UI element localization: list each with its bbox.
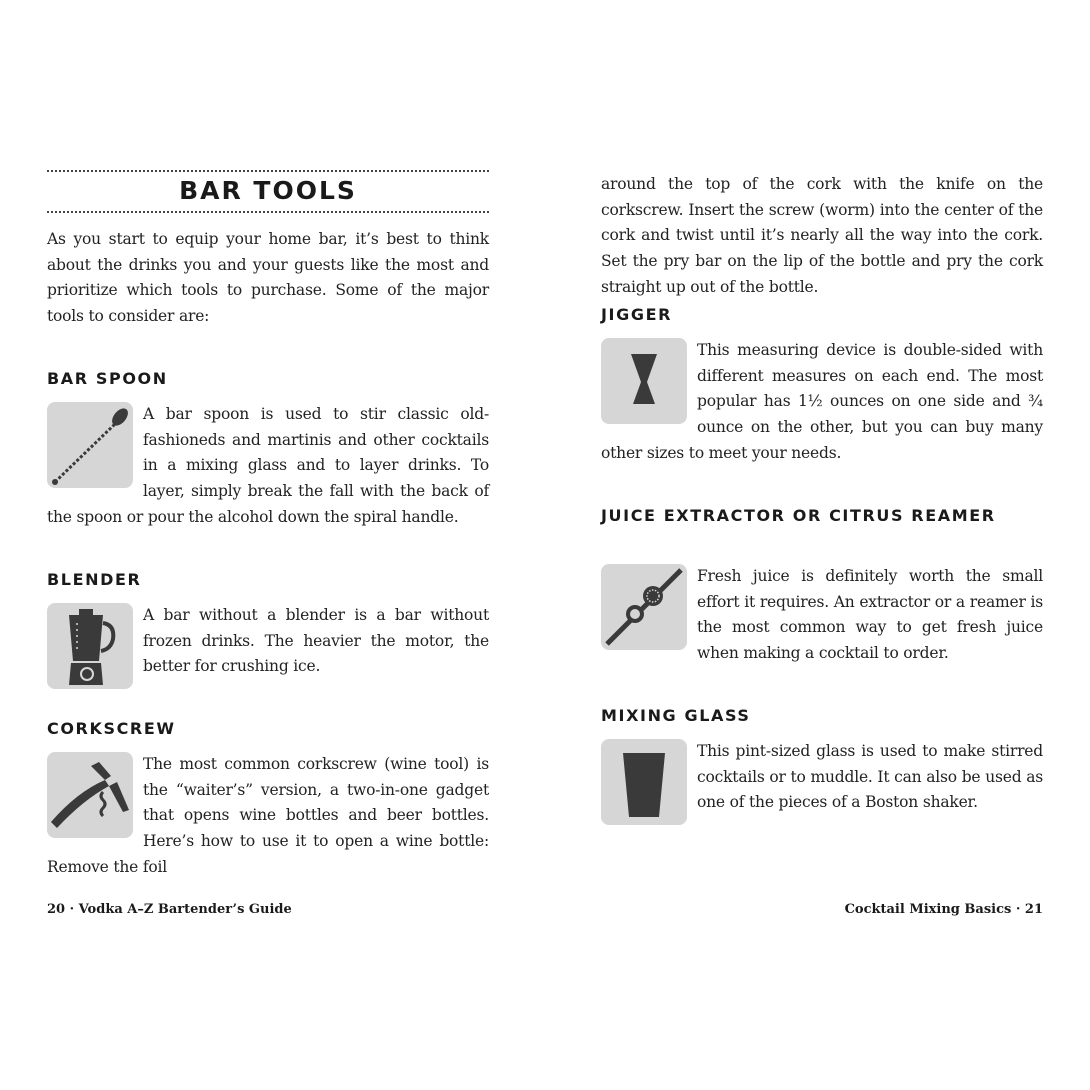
page-title: BAR TOOLS [179,176,357,205]
blender-text: A bar without a blender is a bar without frozen drinks. The heavier the motor, the better for crushing ice. [143,606,489,676]
corkscrew-icon [47,752,133,838]
right-page-footer: Cocktail Mixing Basics · 21 [844,902,1043,917]
jigger-text: This measuring device is double-sided with different measures on each end. The most popular has 1½ ounces on one side and ¾ ounce on the other, but you can buy many other sizes to meet your needs. [601,341,1043,462]
heading-juice-extractor: JUICE EXTRACTOR OR CITRUS REAMER [601,506,996,525]
juice-extractor-text: Fresh juice is definitely worth the small effort it requires. An extractor or a reamer is the most common way to get fresh juice when making a cocktail to order. [697,567,1043,663]
section-juice-extractor [601,564,1043,667]
title-rule-top [47,170,489,172]
left-page-footer: 20 · Vodka A–Z Bartender’s Guide [47,902,292,917]
bar-spoon-icon [47,402,133,488]
section-bar-spoon [47,402,489,531]
heading-corkscrew: CORKSCREW [47,719,176,738]
section-corkscrew [47,752,489,881]
intro-paragraph: As you start to equip your home bar, it’s best to think about the drinks you and your guests like the most and prioritize which tools to purchase. Some of the major tools to consider are: [47,230,489,326]
blender-icon [47,603,133,689]
section-jigger [601,338,1043,467]
mixing-glass-icon [601,739,687,825]
jigger-icon [601,338,687,424]
heading-jigger: JIGGER [601,305,673,324]
section-mixing-glass [601,739,1043,829]
corkscrew-text: The most common corkscrew (wine tool) is the “waiter’s” version, a two-in-one gadget that opens wine bottles and beer bottles. Here’s how to use it to open a wine bottle: Remove the foil [47,755,489,876]
heading-mixing-glass: MIXING GLASS [601,706,751,725]
bar-spoon-text: A bar spoon is used to stir classic old-fashioneds and martinis and other cocktails in a mixing glass and to layer drinks. To layer, simply break the fall with the back of the spoon or pour the alcohol down the spiral handle. [47,405,489,526]
corkscrew-continued-paragraph: around the top of the cork with the knife on the corkscrew. Insert the screw (worm) into the center of the cork and twist until it’s nearly all the way into the cork. Set the pry bar on the lip of the bottle and pry the cork straight up out of the bottle. [601,175,1043,296]
title-rule-bottom [47,211,489,213]
section-blender [47,603,489,693]
heading-blender: BLENDER [47,570,142,589]
heading-bar-spoon: BAR SPOON [47,369,168,388]
citrus-squeezer-icon [601,564,687,650]
mixing-glass-text: This pint-sized glass is used to make stirred cocktails or to muddle. It can also be used as one of the pieces of a Boston shaker. [697,742,1043,812]
